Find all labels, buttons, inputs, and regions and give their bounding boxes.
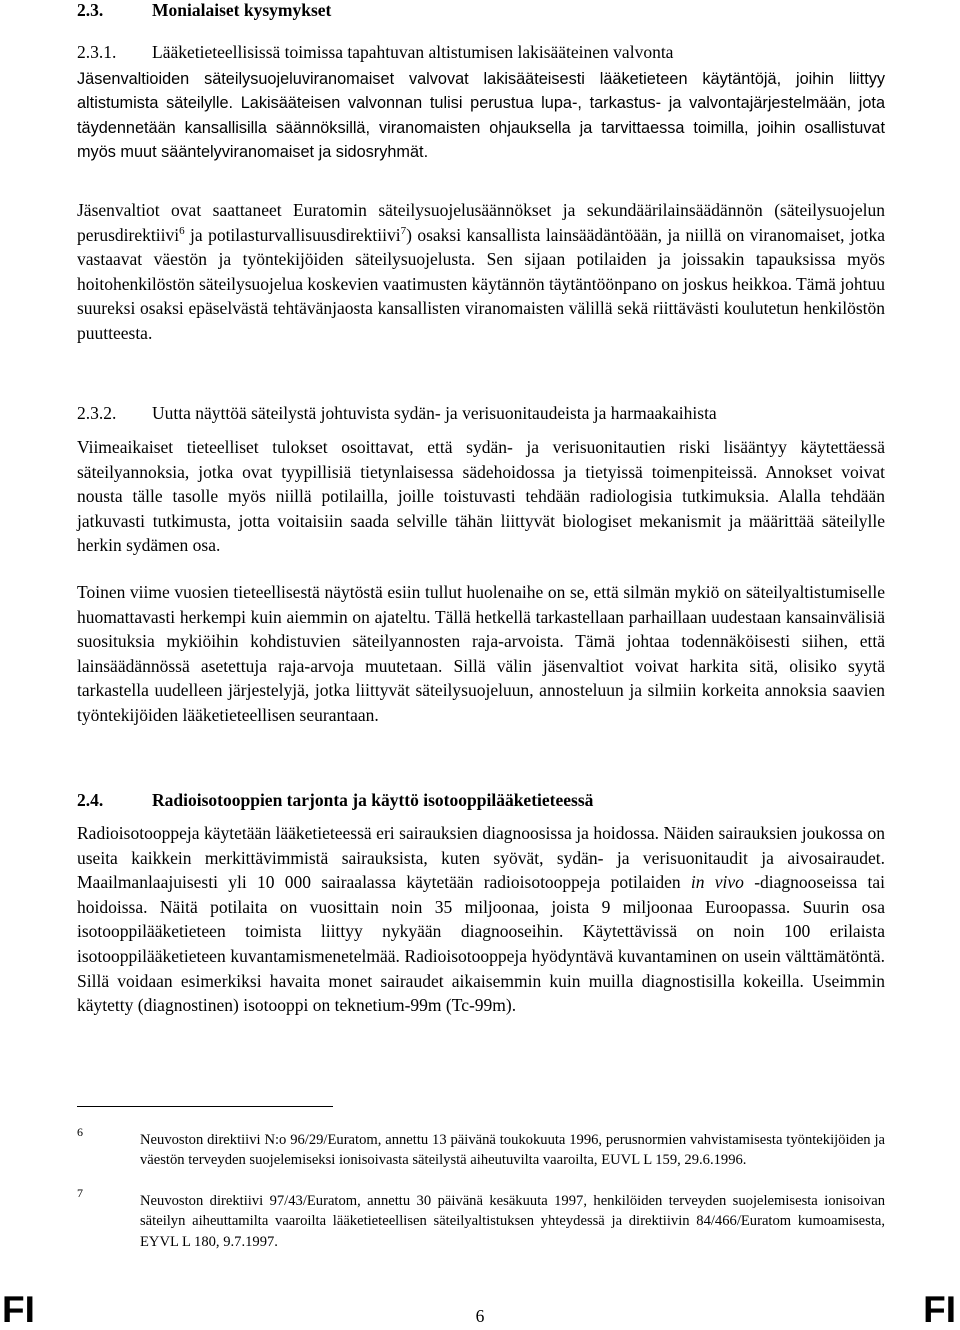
section-title: Uutta näyttöä säteilystä johtuvista sydän- ja verisuonitaudeista ja harmaakaihista xyxy=(152,403,717,423)
paragraph-text: Radioisotooppeja käytetään lääketieteessä eri sairauksien diagnoosissa ja hoidossa. Näiden sairauksien joukossa on useita kaikkein merkittävimmistä sairauksista, kuten syövät, sydän- ja verisuonitaudit ja aivosairaudet. Maailmanlaajuisesti yli 10 000 sairaalassa käytetään radioisotooppeja potilaiden xyxy=(77,823,885,893)
section-number: 2.4. xyxy=(77,790,104,810)
section-title: Radioisotooppien tarjonta ja käyttö isotooppilääketieteessä xyxy=(152,790,594,810)
footer-language-left: FI xyxy=(2,1289,35,1330)
section-number: 2.3. xyxy=(77,0,104,20)
paragraph-2-3-1-1: Jäsenvaltioiden säteilysuojeluviranomaiset valvovat lakisääteisesti lääketieteen käytäntöjä, joihin liittyy altistumista säteilylle. Lakisääteisen valvonnan tulisi perustua lupa-, tarkastus- ja valvontajärjestelmään, jota täydennetään kansallisilla säännöksillä, viranomaisten ohjauksella ja tarvittaessa toimilla, joihin osallistuvat myös muut sääntelyviranomaiset ja sidosryhmät. xyxy=(77,70,885,162)
paragraph-text: Jäsenvaltiot ovat saattaneet Euratomin säteilysuojelusäännökset ja sekundäärilainsäädännön (säteilysuojelun perusdirektiivi xyxy=(77,200,885,245)
footnote-6 xyxy=(77,1125,885,1171)
footnote-number: 7 xyxy=(77,1186,83,1200)
paragraph-text: -diagnooseissa tai hoidoissa. Näitä potilaita on vuosittain noin 35 miljoonaa, joista 9 miljoonaa Euroopassa. Suurin osa isotooppilääketieteen toimista liittyy nykyään diagnooseihin. Käytettävissä on noin 100 erilaista isotooppilääketieteen kuvantamismenetelmää. Radioisotooppeja hyödyntävä kuvantaminen on usein välttämätöntä. Sillä voidaan esimerkiksi havaita monet sairaudet aikaisemmin kuin muilla diagnostisilla kokeilla. Useimmin käytetty (diagnostinen) isotooppi on teknetium-99m (Tc-99m). xyxy=(77,872,886,1016)
footer-language-right: FI xyxy=(923,1289,956,1330)
paragraph-2-3-2-1: Viimeaikaiset tieteelliset tulokset osoittavat, että sydän- ja verisuonitautien riski lisääntyy käytettäessä säteilyannoksia, jotka ovat tyypillisiä tietynlaisessa sädehoidossa ja tietyissä toimenpiteissä. Annokset voivat nousta tälle tasolle myös niillä potilailla, joille toistuvasti tehdään radiologisia tutkimuksia. Alalla tehdään jatkuvasti tutkimusta, jotta voitaisiin saada selville tähän liittyvät biologiset mekanismit ja määrittää säteilylle herkin sydämen osa. xyxy=(77,437,885,556)
paragraph-2-3-2-2: Toinen viime vuosien tieteellisestä näytöstä esiin tullut huolenaihe on se, että silmän mykiö on säteilyaltistumiselle huomattavasti herkempi kuin aiemmin on ajateltu. Tällä hetkellä tarkastellaan parhaillaan uudestaan kansainvälisiä suosituksia mykiöihin kohdistuvien säteilyannosten raja-arvoista. Tämä johtaa todennäköisesti siihen, että lainsäädännössä asetettuja raja-arvoja muutetaan. Sillä välin jäsenvaltiot voivat harkita sitä, olisiko syytä tarkastella uudelleen järjestelyjä, jotka liittyvät säteilysuojeluun, annosteluun ja silmiin korkeita annoksia saavien työntekijöiden lääketieteellisen seurantaan. xyxy=(77,582,885,725)
footnote-text: Neuvoston direktiivi 97/43/Euratom, annettu 30 päivänä kesäkuuta 1997, henkilöiden terveyden suojelemisesta ionisoivan säteilyn aiheuttamilta vaaroilta lääketieteellisen säteilyaltistuksen yhteydessä ja direktiivin 84/466/Euratom kumoamisesta, EYVL L 180, 9.7.1997. xyxy=(140,1193,885,1250)
section-title: Monialaiset kysymykset xyxy=(152,0,332,20)
footnote-ref-7: 7 xyxy=(400,224,407,237)
footnote-ref-6: 6 xyxy=(179,224,185,237)
section-heading-2-4 xyxy=(77,790,594,810)
footnote-7 xyxy=(77,1186,885,1252)
section-number: 2.3.2. xyxy=(77,403,117,423)
italic-term: in vivo xyxy=(690,872,744,893)
paragraph-text: ja potilasturvallisuusdirektiivi xyxy=(184,224,401,245)
paragraph-2-4-1 xyxy=(77,821,885,1018)
section-heading-2-3 xyxy=(77,0,332,20)
paragraph-text: ) osaksi kansallista lainsäädäntöään, ja niillä on viranomaiset, jotka vastaavat väestön ja työntekijöiden säteilysuojelusta. Sen sijaan potilaiden ja joissakin tapauksissa myös hoitohenkilöstön säteilysuojelua koskevien vaatimusten käytännön täytäntöönpano on joskus heikkoa. Tämä johtuu suureksi osaksi epäselvästä tehtävänjaosta kansallisten viranomaisten välillä sekä riittävästi koulutetun henkilöstön puutteesta. xyxy=(77,224,885,343)
section-number: 2.3.1. xyxy=(77,42,117,62)
section-title: Lääketieteellisissä toimissa tapahtuvan altistumisen lakisääteinen valvonta xyxy=(152,42,674,62)
section-heading-2-3-2 xyxy=(77,403,717,423)
footnote-text: Neuvoston direktiivi N:o 96/29/Euratom, annettu 13 päivänä toukokuuta 1996, perusnormien vahvistamisesta työntekijöiden ja väestön terveyden suojelemiseksi ionisoivasta säteilystä aiheutuvilta vaaroilta, EUVL L 159, 29.6.1996. xyxy=(140,1132,885,1169)
paragraph-2-3-1-2 xyxy=(77,198,885,346)
page-number: 6 xyxy=(475,1306,485,1326)
footnote-separator xyxy=(77,1106,333,1107)
section-heading-2-3-1 xyxy=(77,42,674,62)
footnote-number: 6 xyxy=(77,1125,83,1139)
